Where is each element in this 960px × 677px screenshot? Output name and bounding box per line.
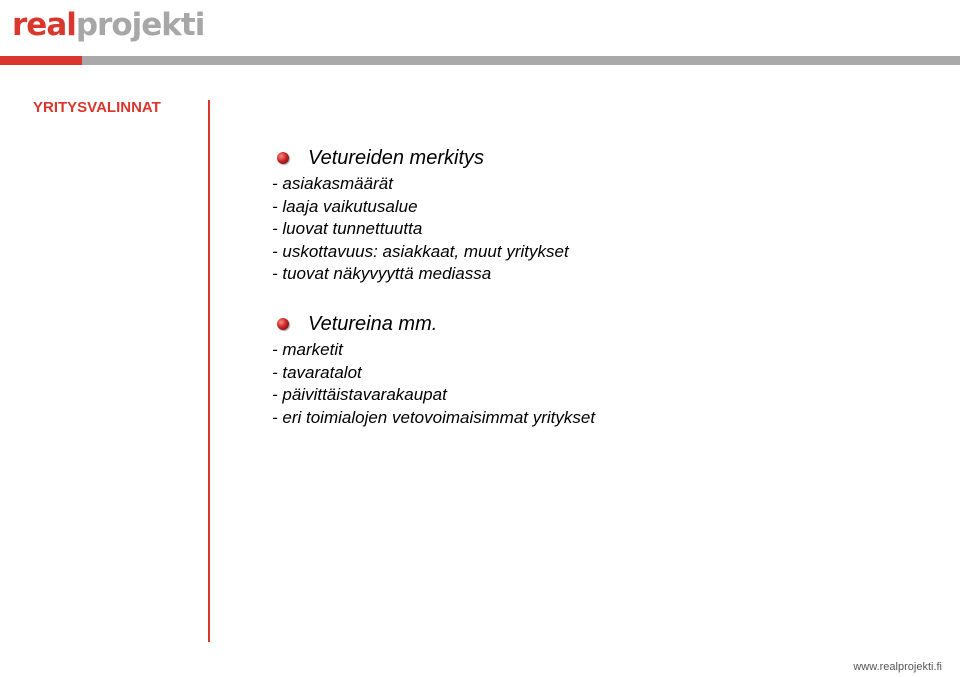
red-ball-bullet-icon [277, 318, 289, 330]
footer-url: www.realprojekti.fi [853, 661, 942, 673]
bullet-heading [272, 146, 932, 170]
heading-text: Vetureina mm. [308, 312, 438, 335]
bullet-heading [272, 312, 932, 336]
header-rule-accent [0, 56, 82, 65]
logo-text-projekti: projekti [75, 7, 205, 43]
list-item: - asiakasmäärät [272, 174, 393, 193]
red-ball-bullet-icon [277, 152, 289, 164]
list-item: - uskottavuus: asiakkaat, muut yritykset [272, 241, 569, 261]
logo-text-real: real [12, 7, 76, 43]
list-item: - eri toimialojen vetovoimaisimmat yritykset [272, 407, 596, 427]
heading-text: Vetureiden merkitys [308, 147, 484, 169]
company-logo [12, 8, 204, 42]
header-rule [82, 56, 960, 65]
list-item: - marketit [272, 339, 343, 359]
spacer [272, 286, 932, 312]
list-item: - päivittäistavarakaupat [272, 385, 447, 405]
list-item: - laaja vaikutusalue [272, 196, 418, 216]
list-item: - tavaratalot [272, 362, 362, 382]
list-item: - luovat tunnettuutta [272, 219, 423, 239]
section-label: YRITYSVALINNAT [33, 99, 161, 116]
list-item: - tuovat näkyvyyttä mediassa [272, 264, 492, 284]
slide-content [272, 146, 932, 429]
vertical-divider [208, 100, 210, 642]
